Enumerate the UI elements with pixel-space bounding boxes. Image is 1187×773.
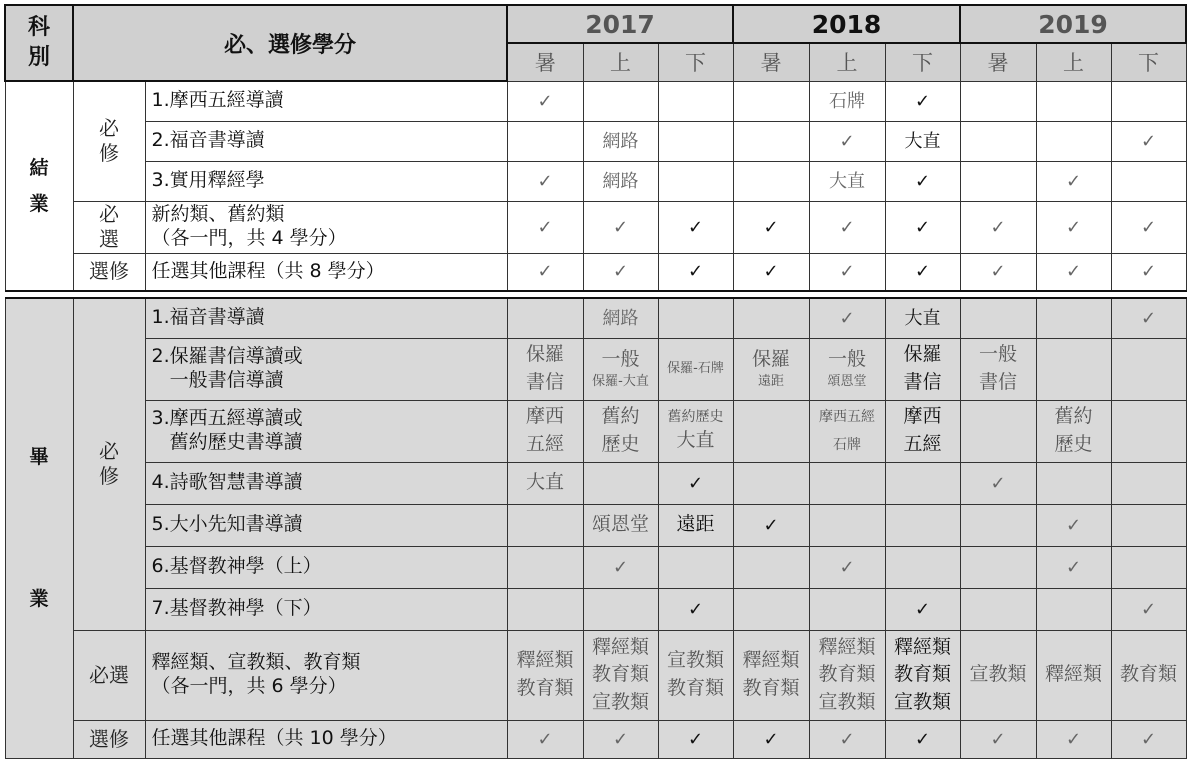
- schedule-cell: 釋經類 教育類 宣教類: [583, 630, 658, 720]
- schedule-cell: [1111, 546, 1186, 588]
- term-header: 下: [1111, 43, 1186, 81]
- schedule-cell: [658, 121, 733, 161]
- schedule-cell: ✓: [960, 462, 1036, 504]
- schedule-cell: [658, 161, 733, 201]
- schedule-cell: [733, 462, 809, 504]
- schedule-cell: [1036, 81, 1111, 121]
- schedule-cell: ✓: [1036, 720, 1111, 758]
- course-name: 7.基督教神學（下）: [145, 588, 507, 630]
- year-2017: 2017: [507, 5, 733, 43]
- schedule-cell: ✓: [1036, 201, 1111, 253]
- schedule-cell: [1036, 121, 1111, 161]
- schedule-cell: [809, 338, 885, 400]
- elective-label: 選修: [73, 253, 145, 291]
- schedule-cell: ✓: [1111, 121, 1186, 161]
- schedule-cell: [658, 81, 733, 121]
- schedule-cell: [960, 81, 1036, 121]
- schedule-cell: 舊約 歷史: [1036, 400, 1111, 462]
- schedule-cell: 摩西 五經: [507, 400, 583, 462]
- schedule-cell: ✓: [507, 161, 583, 201]
- schedule-cell: [960, 588, 1036, 630]
- schedule-cell: [885, 462, 960, 504]
- course-name: 3.實用釋經學: [145, 161, 507, 201]
- schedule-cell: [1036, 338, 1111, 400]
- schedule-cell: ✓: [733, 504, 809, 546]
- schedule-cell: [507, 298, 583, 338]
- schedule-cell: [733, 298, 809, 338]
- schedule-cell: [1111, 161, 1186, 201]
- schedule-cell: [507, 504, 583, 546]
- schedule-cell: [1111, 400, 1186, 462]
- schedule-cell: ✓: [885, 161, 960, 201]
- schedule-cell-text: [584, 346, 658, 392]
- schedule-cell: ✓: [583, 720, 658, 758]
- course-name: 新約類、舊約類 （各一門，共 4 學分）: [145, 201, 507, 253]
- schedule-cell: [960, 546, 1036, 588]
- schedule-cell: [885, 546, 960, 588]
- schedule-cell: ✓: [507, 720, 583, 758]
- course-name: 釋經類、宣教類、教育類 （各一門，共 6 學分）: [145, 630, 507, 720]
- schedule-cell: [1111, 81, 1186, 121]
- schedule-cell: 網路: [583, 121, 658, 161]
- separator-line: [5, 291, 1186, 298]
- course-name: 6.基督教神學（上）: [145, 546, 507, 588]
- subject-header: 科 別: [5, 5, 73, 81]
- schedule-cell: [583, 81, 658, 121]
- schedule-cell: [960, 161, 1036, 201]
- course-name: 任選其他課程（共 10 學分）: [145, 720, 507, 758]
- course-schedule-table-wrapper: [4, 4, 1187, 759]
- elective-label: 選修: [73, 720, 145, 758]
- schedule-cell: 遠距: [658, 504, 733, 546]
- schedule-cell: ✓: [1111, 201, 1186, 253]
- term-header: 下: [885, 43, 960, 81]
- schedule-cell: ✓: [1111, 720, 1186, 758]
- cell-line-main: 大直: [676, 429, 715, 452]
- schedule-cell: ✓: [658, 253, 733, 291]
- term-header: 暑: [960, 43, 1036, 81]
- term-header: 暑: [507, 43, 583, 81]
- cell-line-main: 一般: [601, 347, 640, 370]
- course-name: 2.福音書導讀: [145, 121, 507, 161]
- course-name: 任選其他課程（共 8 學分）: [145, 253, 507, 291]
- schedule-cell: ✓: [583, 546, 658, 588]
- schedule-cell: [809, 462, 885, 504]
- elective-required-label: 必 選: [73, 201, 145, 253]
- schedule-cell: 大直: [809, 161, 885, 201]
- term-header: 下: [658, 43, 733, 81]
- term-header: 上: [583, 43, 658, 81]
- schedule-cell: 釋經類 教育類 宣教類: [885, 630, 960, 720]
- schedule-cell: 保羅-石牌: [658, 338, 733, 400]
- elective-required-label: 必選: [73, 630, 145, 720]
- schedule-cell: 摩西五經 石牌: [809, 400, 885, 462]
- schedule-cell: ✓: [960, 720, 1036, 758]
- schedule-cell: [1036, 588, 1111, 630]
- schedule-cell: [960, 298, 1036, 338]
- schedule-cell: 教育類: [1111, 630, 1186, 720]
- schedule-cell: [809, 588, 885, 630]
- schedule-cell: 大直: [885, 298, 960, 338]
- schedule-cell: 頌恩堂: [583, 504, 658, 546]
- schedule-cell: ✓: [583, 201, 658, 253]
- cell-line-sub: 保羅-大直: [592, 374, 649, 390]
- schedule-cell: 保羅 書信: [507, 338, 583, 400]
- schedule-cell: 釋經類 教育類: [733, 630, 809, 720]
- schedule-cell: ✓: [809, 720, 885, 758]
- year-2019: 2019: [960, 5, 1186, 43]
- schedule-cell: [1111, 462, 1186, 504]
- cell-line-main: 保羅: [752, 347, 791, 370]
- cell-line-sub: 頌恩堂: [827, 374, 867, 390]
- course-name: 3.摩西五經導讀或 舊約歷史書導讀: [145, 400, 507, 462]
- schedule-cell: 宣教類: [960, 630, 1036, 720]
- schedule-cell: ✓: [1036, 546, 1111, 588]
- schedule-cell: ✓: [960, 201, 1036, 253]
- schedule-cell: ✓: [885, 588, 960, 630]
- schedule-cell: 一般 書信: [960, 338, 1036, 400]
- schedule-cell: ✓: [507, 201, 583, 253]
- schedule-cell: 大直: [885, 121, 960, 161]
- cell-line-sub: 舊約歷史: [667, 409, 724, 426]
- schedule-cell: [809, 504, 885, 546]
- schedule-cell: ✓: [1111, 253, 1186, 291]
- schedule-cell: [583, 588, 658, 630]
- cell-line-main: 一般: [828, 347, 867, 370]
- schedule-cell: [583, 462, 658, 504]
- schedule-cell: ✓: [1111, 298, 1186, 338]
- schedule-cell: [733, 338, 809, 400]
- schedule-cell: 宣教類 教育類: [658, 630, 733, 720]
- schedule-cell: ✓: [733, 201, 809, 253]
- schedule-cell: ✓: [733, 720, 809, 758]
- schedule-cell: ✓: [507, 253, 583, 291]
- schedule-cell: 大直: [507, 462, 583, 504]
- schedule-cell: [507, 588, 583, 630]
- schedule-cell: ✓: [658, 201, 733, 253]
- schedule-cell: [733, 588, 809, 630]
- course-name: 5.大小先知書導讀: [145, 504, 507, 546]
- schedule-cell: [583, 338, 658, 400]
- category-completion: 結 業: [5, 81, 73, 291]
- course-header: 必、選修學分: [73, 5, 507, 81]
- schedule-cell: [960, 504, 1036, 546]
- schedule-cell: [960, 400, 1036, 462]
- schedule-cell: [1036, 298, 1111, 338]
- schedule-cell: [885, 504, 960, 546]
- schedule-cell: ✓: [809, 253, 885, 291]
- schedule-cell: [507, 546, 583, 588]
- schedule-cell: ✓: [658, 462, 733, 504]
- schedule-cell-text: [659, 407, 733, 455]
- course-name: 1.福音書導讀: [145, 298, 507, 338]
- schedule-cell: [1111, 504, 1186, 546]
- schedule-cell: ✓: [1036, 253, 1111, 291]
- schedule-cell: ✓: [885, 81, 960, 121]
- schedule-cell: [733, 121, 809, 161]
- schedule-cell: [960, 121, 1036, 161]
- course-name: 2.保羅書信導讀或 一般書信導讀: [145, 338, 507, 400]
- course-name: 1.摩西五經導讀: [145, 81, 507, 121]
- schedule-cell: 保羅 書信: [885, 338, 960, 400]
- schedule-cell: [733, 161, 809, 201]
- schedule-cell: [1036, 462, 1111, 504]
- schedule-cell: [658, 546, 733, 588]
- schedule-cell: 釋經類 教育類 宣教類: [809, 630, 885, 720]
- schedule-cell: 釋經類 教育類: [507, 630, 583, 720]
- schedule-cell: [658, 298, 733, 338]
- section-separator: [5, 291, 1186, 298]
- schedule-cell: ✓: [885, 720, 960, 758]
- schedule-cell: [507, 121, 583, 161]
- term-header: 上: [1036, 43, 1111, 81]
- schedule-cell: ✓: [658, 720, 733, 758]
- schedule-cell: 摩西 五經: [885, 400, 960, 462]
- term-header: 上: [809, 43, 885, 81]
- course-name: 4.詩歌智慧書導讀: [145, 462, 507, 504]
- schedule-cell: [1111, 338, 1186, 400]
- schedule-cell: [733, 400, 809, 462]
- schedule-cell: ✓: [809, 298, 885, 338]
- schedule-cell: ✓: [507, 81, 583, 121]
- schedule-cell: ✓: [1036, 504, 1111, 546]
- schedule-cell: ✓: [809, 546, 885, 588]
- schedule-cell: 舊約 歷史: [583, 400, 658, 462]
- required-label: 必 修: [73, 298, 145, 630]
- schedule-cell: ✓: [809, 121, 885, 161]
- schedule-cell: [733, 81, 809, 121]
- cell-line-sub: 遠距: [758, 374, 785, 390]
- schedule-cell: ✓: [809, 201, 885, 253]
- schedule-cell: 網路: [583, 298, 658, 338]
- schedule-cell: ✓: [1036, 161, 1111, 201]
- required-label: 必 修: [73, 81, 145, 201]
- schedule-cell: 石牌: [809, 81, 885, 121]
- schedule-cell: 釋經類: [1036, 630, 1111, 720]
- schedule-cell: ✓: [885, 253, 960, 291]
- term-header: 暑: [733, 43, 809, 81]
- schedule-cell: ✓: [733, 253, 809, 291]
- schedule-cell: ✓: [583, 253, 658, 291]
- schedule-cell-text: [810, 346, 885, 392]
- category-graduation: 畢 業: [5, 298, 73, 758]
- schedule-cell-text: [734, 346, 809, 392]
- schedule-cell: ✓: [658, 588, 733, 630]
- course-schedule-table: [4, 4, 1187, 759]
- year-2018: 2018: [733, 5, 960, 43]
- schedule-cell: 網路: [583, 161, 658, 201]
- schedule-cell: ✓: [960, 253, 1036, 291]
- schedule-cell: [658, 400, 733, 462]
- schedule-cell: ✓: [1111, 588, 1186, 630]
- schedule-cell: [733, 546, 809, 588]
- schedule-cell: ✓: [885, 201, 960, 253]
